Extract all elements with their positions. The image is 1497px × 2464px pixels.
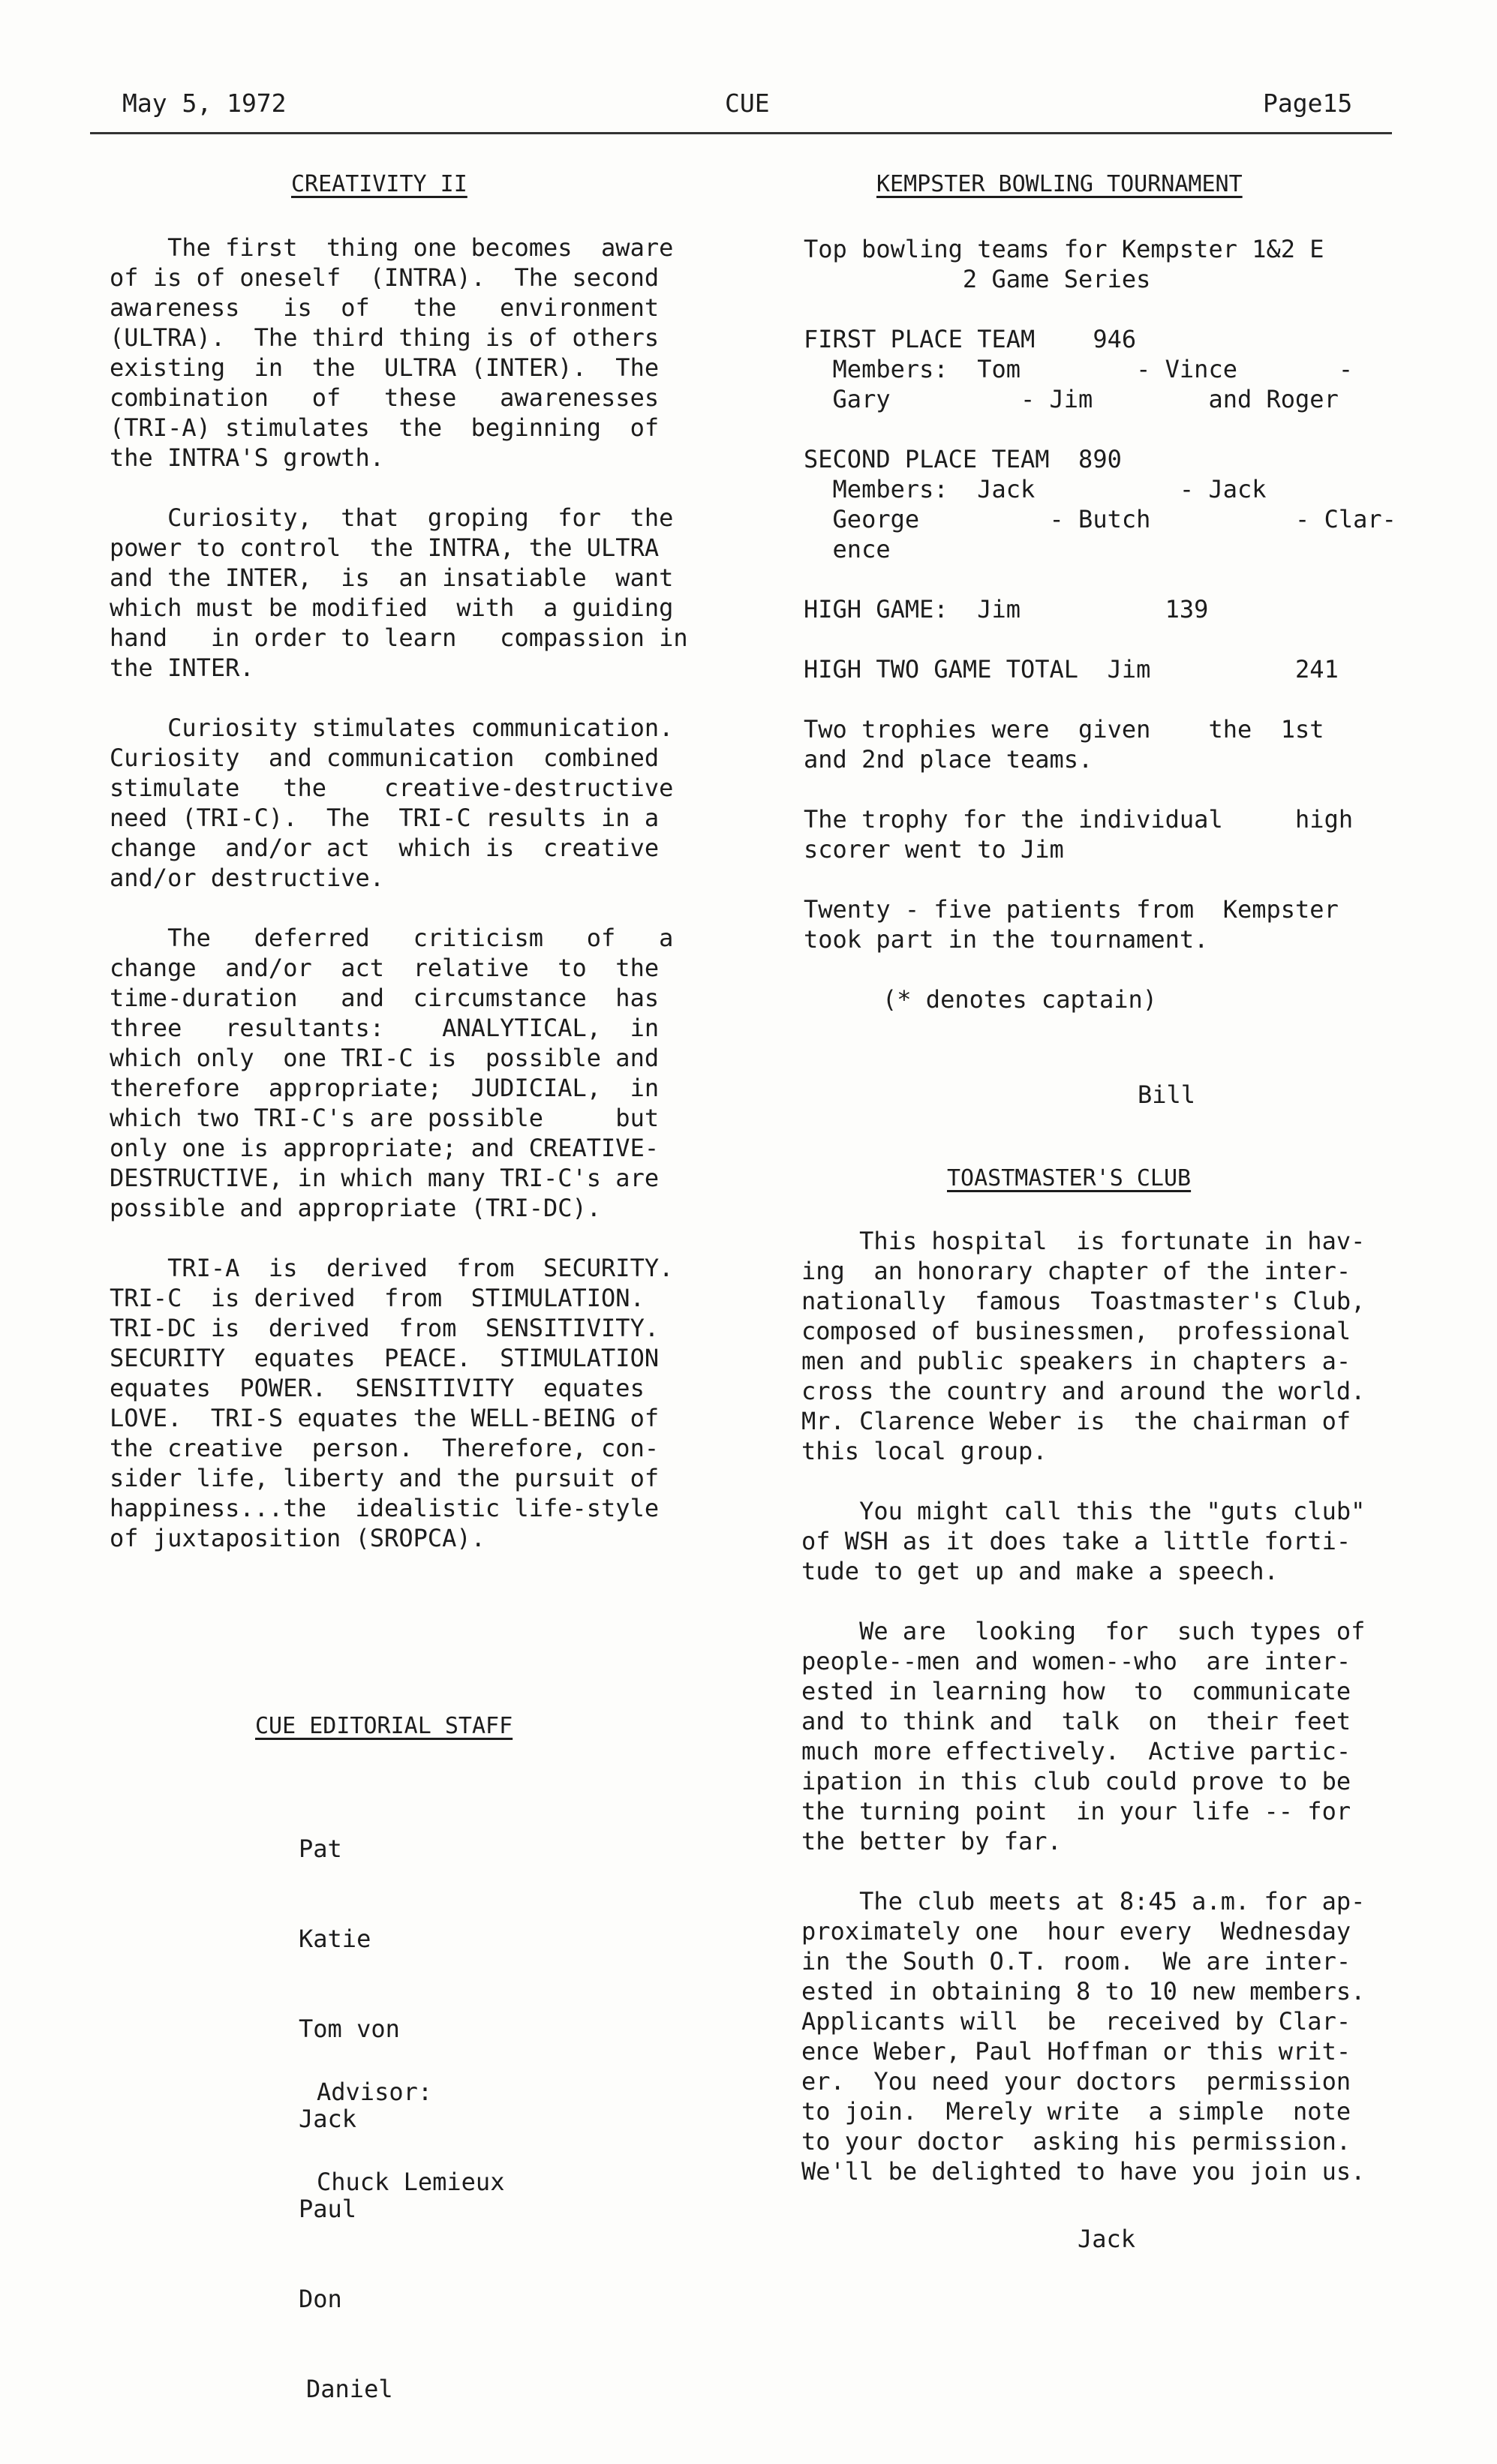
staff-member: Katie — [299, 1925, 371, 1953]
first-place-team: FIRST PLACE TEAM 946 Members: Tom - Vince - Gary - Jim and Roger — [804, 325, 1354, 413]
individual-trophy-text: The trophy for the individual high scorer went to Jim — [804, 805, 1354, 864]
toastmaster-paragraph-1: This hospital is fortunate in hav- ing an honorary chapter of the inter- nationally famous Toastmaster's Club, composed of businessmen, professional men and public speakers in chapters a- cross the country and around the world. Mr. Clarence Weber is the chairman of this local group. — [801, 1227, 1366, 1465]
toastmaster-signature: Jack — [1078, 2225, 1136, 2253]
advisor-name: Chuck Lemieux — [317, 2168, 505, 2196]
captain-note: (* denotes captain) — [882, 985, 1158, 1014]
toastmaster-article — [801, 1226, 1365, 2216]
staff-member: Pat — [299, 1834, 342, 1863]
toastmaster-paragraph-3: We are looking for such types of people--men and women--who are inter- ested in learning how to communicate and to think and talk on their feet much more effectively. Active partic- ipation in this club could prove to be the turning point in your life -- for the better by far. — [801, 1617, 1366, 1856]
patients-text: Twenty - five patients from Kempster took part in the tournament. — [804, 895, 1339, 954]
toastmaster-paragraph-2: You might call this the "guts club" of WSH as it does take a little forti- tude to get up and make a speech. — [801, 1497, 1366, 1585]
advisor-block — [317, 2017, 504, 2257]
bowling-title: KEMPSTER BOWLING TOURNAMENT — [876, 171, 1243, 197]
creativity-paragraph-1: The first thing one becomes aware of is of oneself (INTRA). The second awareness is of the environment (ULTRA). The third thing is of others existing in the ULTRA (INTER). The combination of these awarenesses (TRI-A) stimulates the beginning of the INTRA'S growth. — [110, 233, 674, 472]
bowling-intro: Top bowling teams for Kempster 1&2 E 2 Game Series — [804, 235, 1324, 293]
creativity-paragraph-2: Curiosity, that groping for the power to control the INTRA, the ULTRA and the INTER, is an insatiable want which must be modified with a guiding hand in order to learn compassion in the INTER. — [110, 503, 688, 682]
trophies-text: Two trophies were given the 1st and 2nd place teams. — [804, 715, 1324, 774]
staff-member: Paul — [299, 2195, 357, 2223]
creativity-paragraph-3: Curiosity stimulates communication. Curiosity and communication combined stimulate the creative-destructive need (TRI-C). The TRI-C results in a change and/or act which is creative and/or destructive. — [110, 714, 674, 892]
staff-member: Don — [299, 2285, 342, 2313]
creativity-paragraph-4: The deferred criticism of a change and/or act relative to the time-duration and circumstance has three resultants: ANALYTICAL, in which only one TRI-C is possible and therefore appropriate; JUDICIAL, in which two TRI-C's are possible but only one is appropriate; and CREATIVE- DESTRUCTIVE, in which many TRI-C's are possible and appropriate (TRI-DC). — [110, 924, 674, 1222]
high-two-game-total: HIGH TWO GAME TOTAL Jim 241 — [804, 655, 1339, 684]
staff-member: Daniel — [306, 2375, 393, 2403]
toastmaster-paragraph-4: The club meets at 8:45 a.m. for ap- proximately one hour every Wednesday in the South O.T. room. We are inter- ested in obtaining 8 to 10 new members. Applicants will be received by Clar- ence Weber, Paul Hoffman or this writ- er. You need your doctors permission to join. Merely write a simple note to your doctor asking his permission. We'll be delighted to have you join us. — [801, 1887, 1366, 2186]
creativity-paragraph-5: TRI-A is derived from SECURITY. TRI-C is derived from STIMULATION. TRI-DC is derived from SENSITIVITY. SECURITY equates PEACE. STIMULATION equates POWER. SENSITIVITY equates LOVE. TRI-S equates the WELL-BEING of the creative person. Therefore, con- sider life, liberty and the pursuit of happiness...the idealistic life-style of juxtaposition (SROPCA). — [110, 1254, 674, 1552]
second-place-team: SECOND PLACE TEAM 890 Members: Jack - Jack George - Butch - Clar- ence — [804, 445, 1396, 563]
advisor-label: Advisor: — [317, 2078, 433, 2106]
bowling-signature: Bill — [1138, 1080, 1196, 1109]
publication-name: CUE — [725, 89, 770, 118]
page-number: Page15 — [1263, 89, 1353, 118]
toastmaster-title: TOASTMASTER'S CLUB — [947, 1165, 1192, 1191]
staff-member: Jack — [299, 2105, 357, 2133]
staff-member: Tom von — [299, 2015, 400, 2043]
issue-date: May 5, 1972 — [122, 89, 287, 118]
editorial-title: CUE EDITORIAL STAFF — [255, 1713, 513, 1739]
high-game: HIGH GAME: Jim 139 — [804, 595, 1209, 624]
bowling-article — [804, 234, 1396, 1044]
creativity-title: CREATIVITY II — [291, 171, 467, 197]
creativity-article — [110, 233, 688, 1583]
header-rule — [90, 132, 1392, 134]
